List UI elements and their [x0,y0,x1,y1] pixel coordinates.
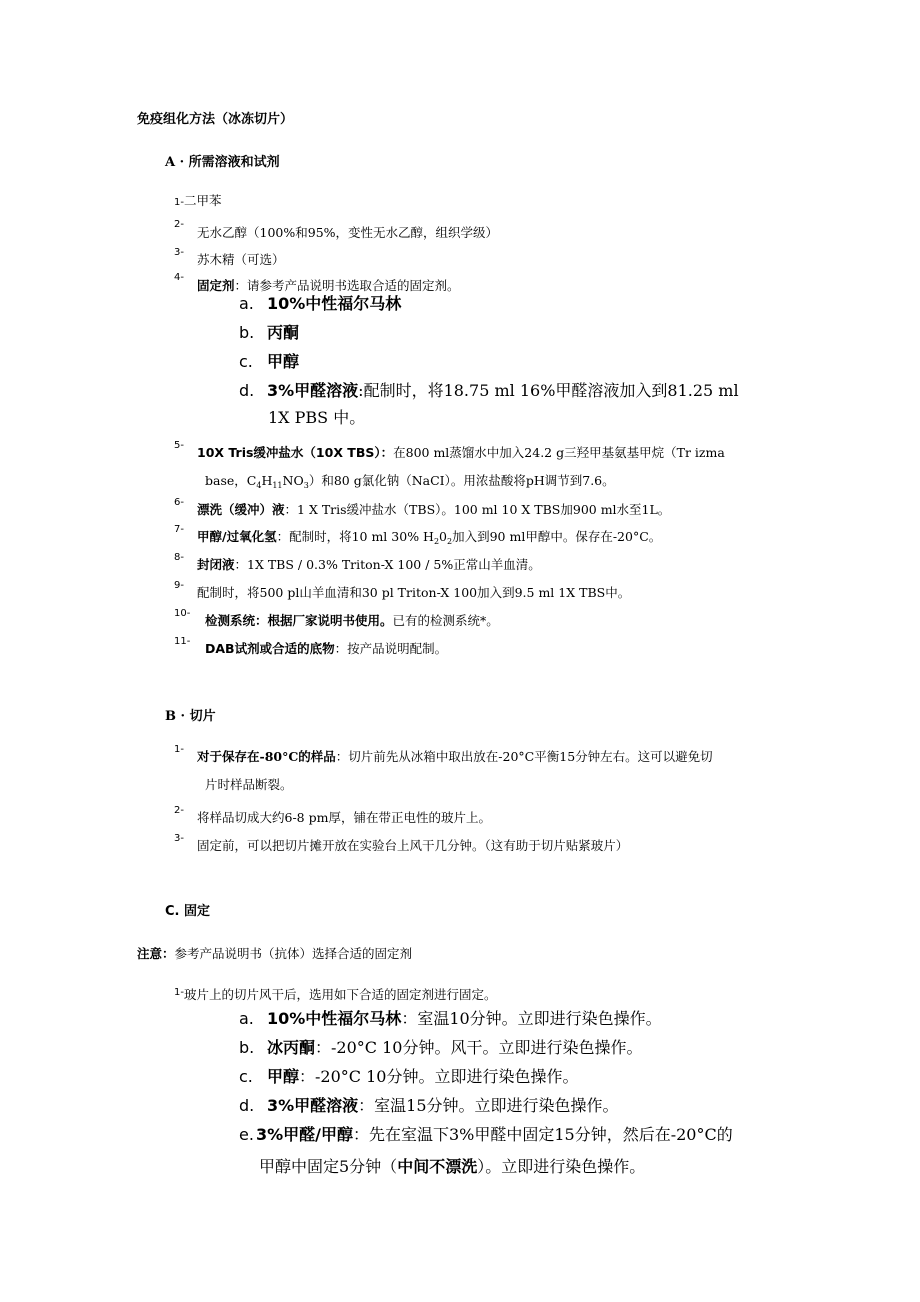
list-number: 5- [174,440,184,451]
list-number: 3- [174,247,184,258]
list-item-continuation: 片时样品断裂。 [205,777,293,792]
fixation-option: e. 3%甲醛/甲醇：先在室温下3%甲醛中固定15分钟，然后在-20°C的 [239,1125,733,1144]
list-item: $^{1-}$玻片上的切片风干后，选用如下合适的固定剂进行固定。 [174,987,497,1002]
section-b-heading: B · 切片 [165,709,216,724]
list-item: DAB试剂或合适的底物：按产品说明配制。 [205,641,448,656]
list-item: 漂洗（缓冲）液：1 X Tris缓冲盐水（TBS）。100 ml 10 X TBS加900 ml水至1L。 [197,502,671,517]
list-item: 对于保存在-80°C的样品：切片前先从冰箱中取出放在-20°C平衡15分钟左右。这可以避免切 [197,749,713,764]
fixation-option-continuation: 甲醇中固定5分钟（中间不漂洗）。立即进行染色操作。 [259,1157,646,1176]
list-item: 无水乙醇（100%和95%，变性无水乙醇，组织学级） [197,225,499,240]
fixative-item: a. 10%中性福尔马林 [239,294,402,313]
page-title: 免疫组化方法（冰冻切片） [137,112,294,127]
fixation-option: c. 甲醇：-20°C 10分钟。立即进行染色操作。 [239,1067,579,1086]
list-item: 封闭液：1X TBS / 0.3% Triton-X 100 / 5%正常山羊血清。 [197,557,541,572]
list-item: 固定剂：请参考产品说明书选取合适的固定剂。 [197,278,460,293]
list-item: 苏木精（可选） [197,252,285,267]
list-number: 10- [174,608,191,619]
list-number: 6- [174,497,184,508]
section-a-heading: A · 所需溶液和试剂 [165,155,280,170]
fixative-item: b. 丙酮 [239,323,300,342]
list-number: 8- [174,552,184,563]
list-item: 将样品切成大约6-8 pm厚，铺在带正电性的玻片上。 [197,810,491,825]
list-number: 4- [174,272,184,283]
list-number: 11- [174,636,191,647]
list-number: 1- [174,744,184,755]
list-item: 固定前，可以把切片摊开放在实验台上风干几分钟。（这有助于切片贴紧玻片） [197,838,629,853]
list-number: 2- [174,219,184,230]
list-number: 9- [174,580,184,591]
list-item: 检测系统：根据厂家说明书使用。已有的检测系统*。 [205,613,499,628]
fixation-option: a. 10%中性福尔马林：室温10分钟。立即进行染色操作。 [239,1009,662,1028]
note: 注意：参考产品说明书（抗体）选择合适的固定剂 [137,946,413,961]
fixative-item-continuation: 1X PBS 中。 [268,408,366,427]
section-c-heading: C. 固定 [165,904,211,919]
list-item: 1-二甲苯 [174,193,222,208]
fixation-option: b. 冰丙酮：-20°C 10分钟。风干。立即进行染色操作。 [239,1038,643,1057]
fixative-item: c. 甲醇 [239,352,300,371]
list-number: 2- [174,805,184,816]
list-item: 甲醇/过氧化氢：配制时，将10 ml 30% $H_20_2$加入到90 ml甲醇中。保存在-20°C。 [197,529,662,546]
list-number: 3- [174,833,184,844]
list-item: 10X Tris缓冲盐水（10X TBS）：在800 ml蒸馏水中加入24.2 g三羟甲基氨基甲烷（Tr izma [197,445,725,460]
list-item-continuation: base，$C_4H_{11}NO_3$）和80 g氯化钠（NaCI）。用浓盐酸将pH调节到7.6。 [205,473,615,490]
fixation-option: d. 3%甲醛溶液：室温15分钟。立即进行染色操作。 [239,1096,619,1115]
list-item: 配制时，将500 pl山羊血清和30 pl Triton-X 100加入到9.5 ml 1X TBS中。 [197,585,631,600]
fixative-item: d. 3%甲醛溶液:配制时，将18.75 ml 16%甲醛溶液加入到81.25 ml [239,381,739,400]
list-number: 7- [174,524,184,535]
